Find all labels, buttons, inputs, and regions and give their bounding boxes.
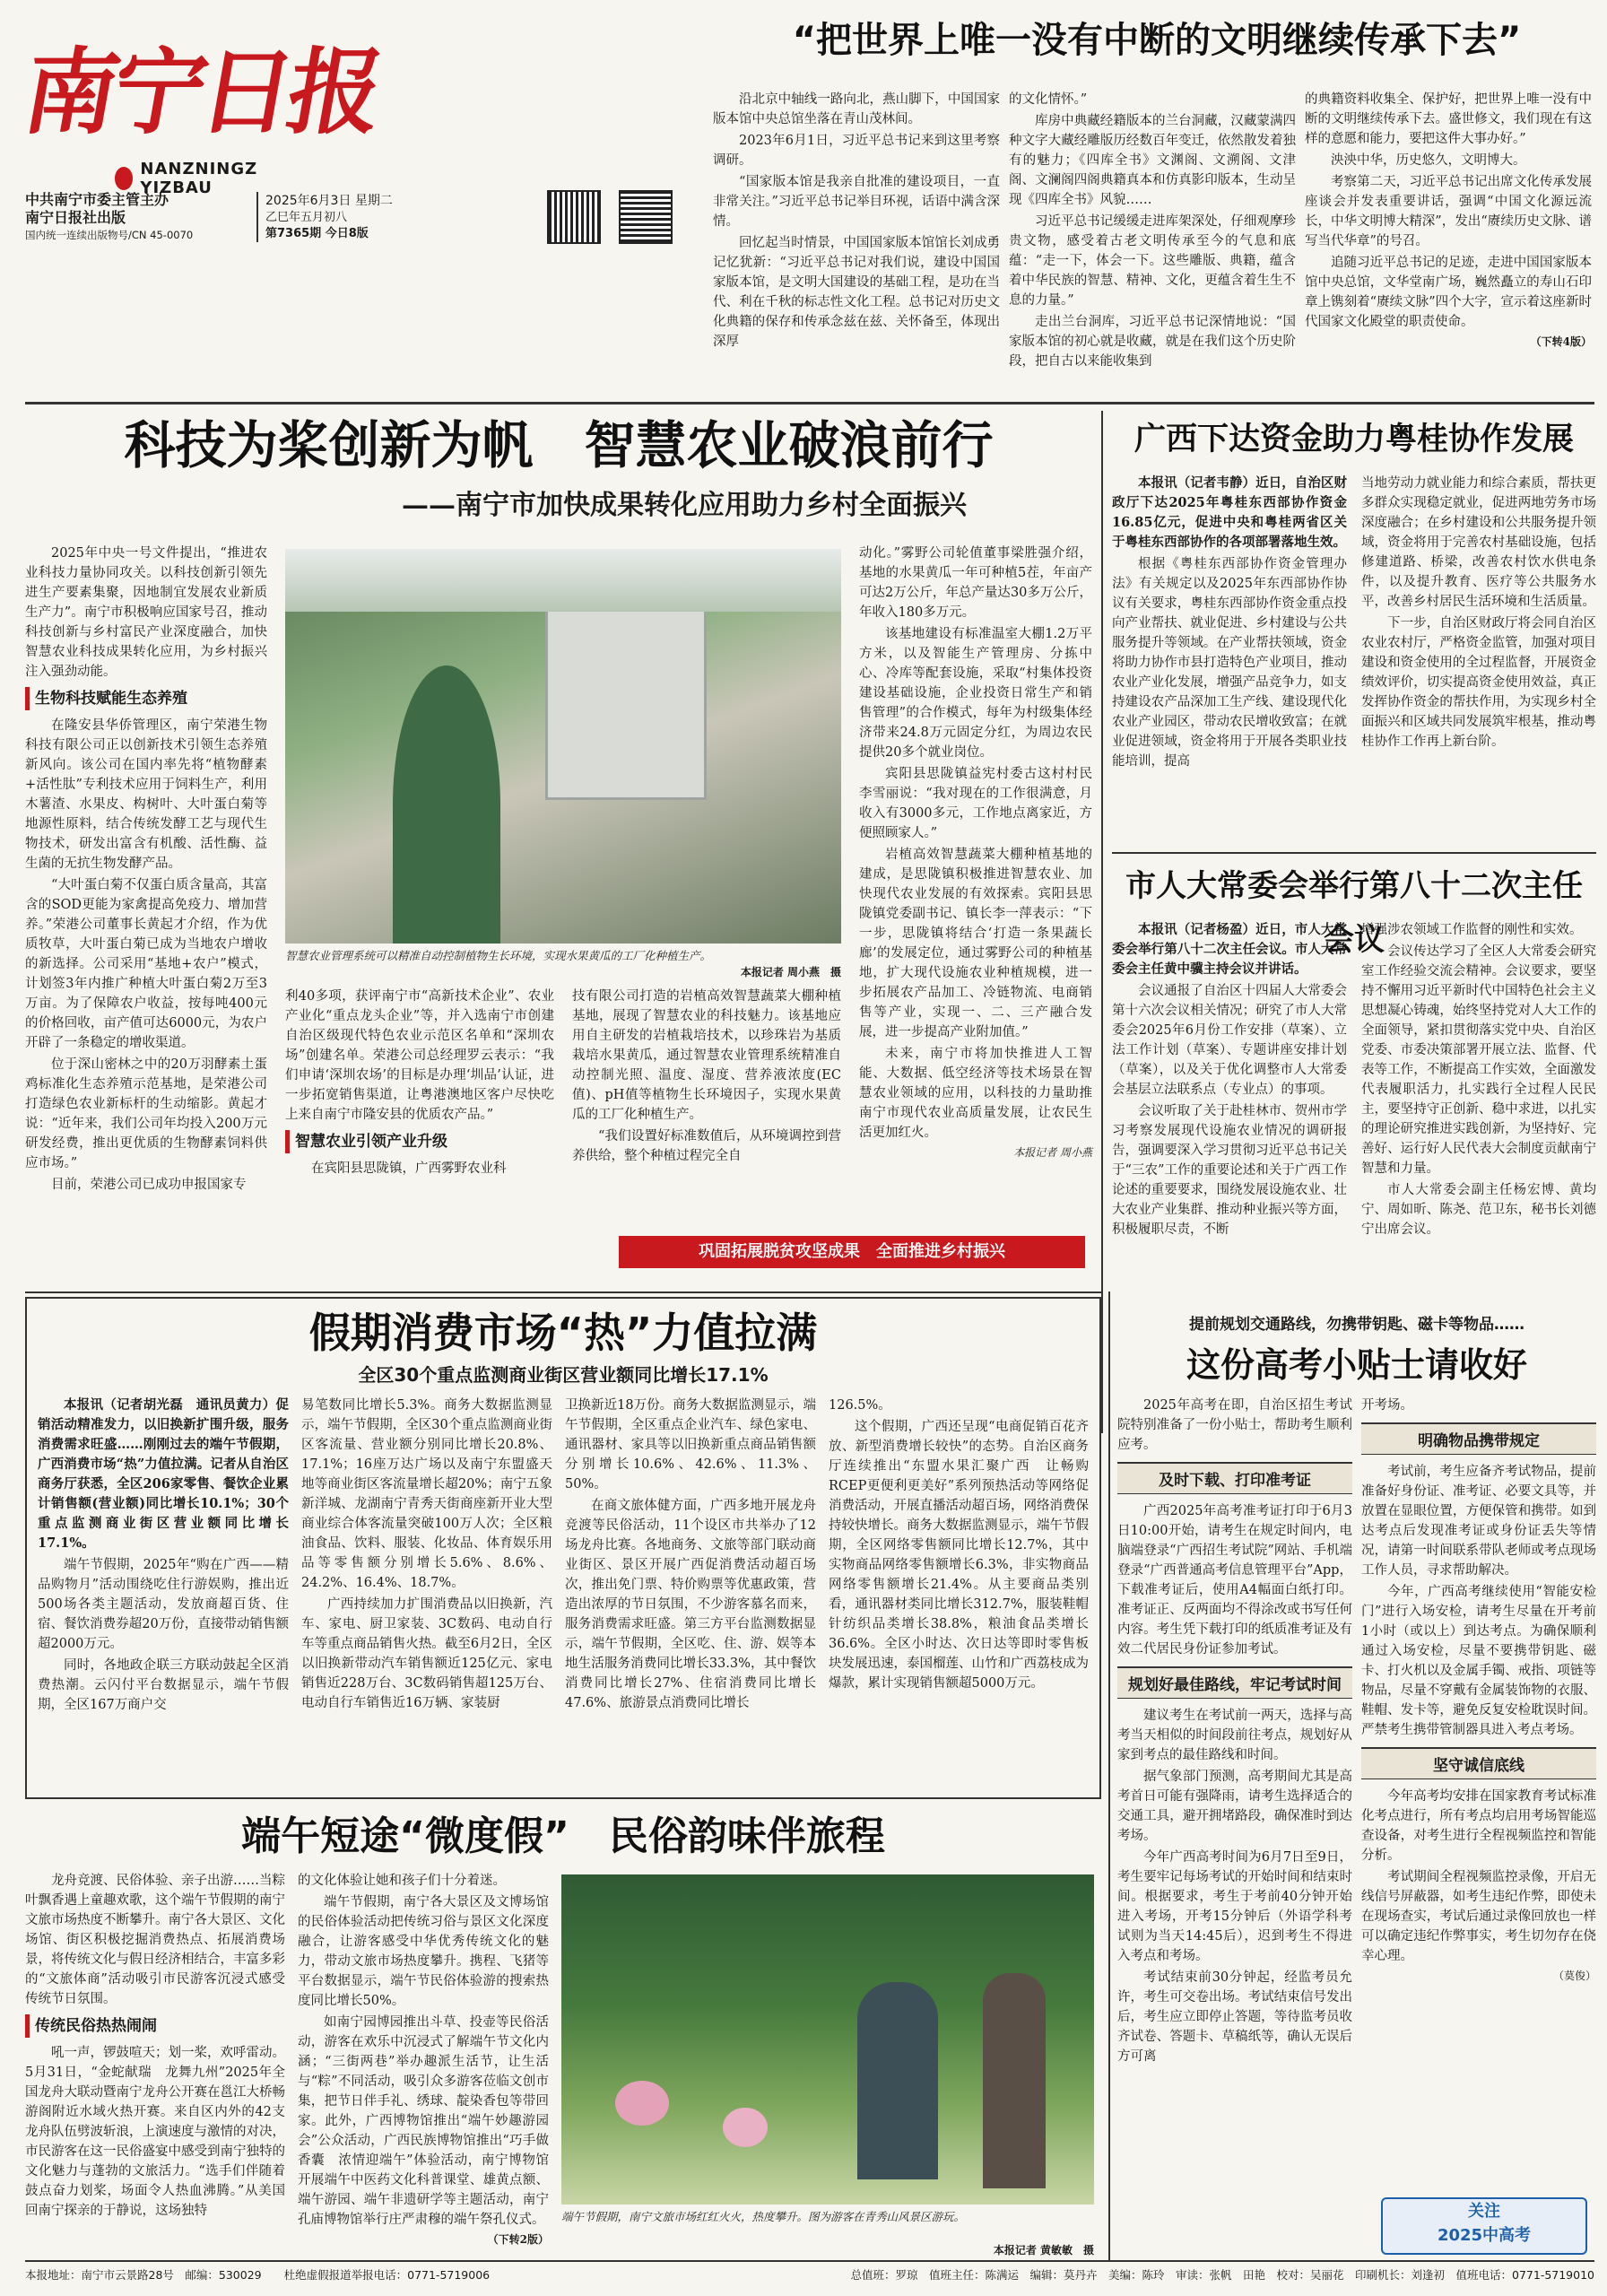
main-story-byline: 本报记者 周小燕 (1013, 1146, 1092, 1159)
masthead-pinyin: NANZNINGZ YIZBAU (140, 160, 258, 197)
main-story-col-1: 2025年中央一号文件提出，“推进农业科技力量协同攻关。以科技创新引领先进生产要素集聚，因地制宜发展农业新质生产力”。南宁市积极响应国家号召，推动科技创新与乡村富民产业深度融合，加快智慧农业科技成果转化应用，为乡村振兴注入强劲动能。 生物科技赋能生态养殖 在隆安县华侨管理区，南宁荣港生物科技有限公司正以创新技术引领生态养殖新风向。该公司在国内率先将“植物酵素+活性肽”专利技术应用于饲料生产，利用木薯渣、水果皮、构树叶、大叶蛋白菊等地源性原料，结合传统发酵工艺与现代生物技术，研发出富含有机酸、活性酶、益生菌的无抗生物发酵产品。 “大叶蛋白菊不仅蛋白质含量高，其富含的SOD更能为家禽提高免疫力、增加营养。”荣港公司董事长黄起才介绍，作为优质牧草，大叶蛋白菊已成为当地农户增收的新选择。公司采用“基地+农户”模式，计划签3年内推广种植大叶蛋白菊2万至3万亩。为了保障农户收益，按每吨400元的价格回收，亩产值可达6000元，为农户开辟了一条稳定的增收渠道。 位于深山密林之中的20万羽酵素土蛋鸡标准化生态养殖示范基地，是荣港公司打造绿色农业新标杆的生动缩影。黄起才说：“近年来，我们公司年均投入200万元研发经费，推出更优质的生物酵素饲料供应市场。” 目前，荣港公司已成功申报国家专 (25, 546, 267, 1192)
gaokao-title: 这份高考小贴士请收好 (1186, 1345, 1527, 1385)
main-story-col-3: 技有限公司打造的岩植高效智慧蔬菜大棚种植基地，展现了智慧农业的科技魅力。该基地应用自主研发的岩植栽培技术，以珍珠岩为基质栽培水果黄瓜，通过智慧农业管理系统精准自动控制光照、温度、湿度、营养液浓度(EC值)、pH值等植物生长环境因子，实现水果黄瓜的工厂化种植生产。 “我们设置好标准数值后，从环境调控到营养供给，整个种植过程完全自 (572, 989, 841, 1163)
main-story-caption: 智慧农业管理系统可以精准自动控制植物生长环境，实现水果黄瓜的工厂化种植生产。 (285, 949, 712, 962)
dragon-story-photo-credit: 本报记者 黄敏敏 摄 (993, 2244, 1094, 2257)
right-story-1-title: 广西下达资金助力粤桂协作发展 (1134, 422, 1574, 457)
top-story-title: “把世界上唯一没有中断的文明继续传承下去” (792, 20, 1522, 61)
gaokao-badge[interactable]: 关注 2025中高考 (1381, 2197, 1587, 2255)
gaokao-col-1: 2025年高考在即，自治区招生考试院特别准备了一份小贴士，帮助考生顺利应考。 及时下载、打印准考证 广西2025年高考准考证打印于6月3日10:00开始，请考生在规定时间内，电脑端登录“广西招生考试院”网站、手机端登录“广西普通高考信息管理平台”App，下载准考证后，使用A4幅面白纸打印。准考证正、反两面均不得涂改或书写任何内容。考生凭下载打印的纸质准考证及有效二代居民身份证参加考试。 规划好最佳路线，牢记考试时间 建议考生在考试前一两天，选择与高考当天相似的时间段前往考点，规划好从家到考点的最佳路线和时间。 据气象部门预测，高考期间尤其是高考首日可能有强降雨，请考生选择适合的交通工具，避开拥堵路段，确保准时到达考场。 今年广西高考时间为6月7日至9日，考生要牢记每场考试的开始时间和结束时间。根据要求，考生于考前40分钟开始进入考场，开考15分钟后（外语学科考试则为当天14:45后），迟到考生不得进入考点和考场。 考试结束前30分钟起，经监考员允许，考生可交卷出场。考试结束信号发出后，考生应立即停止答题，等待监考员收齐试卷、答题卡、草稿纸等，确认无误后方可离 (1117, 1398, 1352, 2064)
gaokao-col-2: 开考场。 明确物品携带规定 考试前，考生应备齐考试物品，提前准备好身份证、准考证、必要文具等，并放置在显眼位置，方便保管和携带。如到达考点后发现准考证或身份证丢失等情况，请第一时间联系带队老师或考点现场工作人员，寻求帮助解决。 今年，广西高考继续使用“智能安检门”进行入场安检，请考生尽量在开考前1小时（或以上）到达考点。为确保顺利通过入场安检，尽量不要携带钥匙、磁卡、打火机以及金属手镯、戒指、项链等物品，尽量不穿戴有金属装饰物的衣服、鞋帽、发卡等，避免反复安检耽误时间。严禁考生携带管制器具进入考点考场。 坚守诚信底线 今年高考均安排在国家教育考试标准化考点进行，所有考点均启用考场智能巡查设备，对考生进行全程视频监控和智能分析。 考试期间全程视频监控录像，开启无线信号屏蔽器，如考生违纪作弊，即使未在现场查实，考试后通过录像回放也一样可以确定违纪作弊事实，考生切勿存在侥幸心理。 （莫俊） (1361, 1398, 1596, 1982)
masthead-dateline: 2025年6月3日 星期二 乙巳年五月初八 第7365期 今日8版 (265, 194, 393, 240)
dragon-story-subhead: 传统民俗热热闹闹 (25, 2014, 285, 2038)
holiday-story-subtitle: 全区30个重点监测商业街区营业额同比增长17.1% (358, 1364, 769, 1386)
masthead-emblem-icon (115, 167, 133, 190)
main-story-subhead-2: 智慧农业引领产业升级 (285, 1130, 554, 1153)
gaokao-subhead-4: 坚守诚信底线 (1361, 1747, 1596, 1779)
main-story-subtitle: ——南宁市加快成果转化应用助力乡村全面振兴 (402, 490, 967, 521)
holiday-story-title: 假期消费市场“热”力值拉满 (308, 1309, 818, 1357)
footer-address: 本报地址：南宁市云景路28号 邮编：530029 杜绝虚假报道举报电话：0771-5719006 (25, 2268, 491, 2282)
right-story-1-col-2: 当地劳动力就业能力和综合素质，帮扶更多群众实现稳定就业，促进两地劳务市场深度融合；在乡村建设和公共服务提升领域，资金将用于完善农村基础设施，包括修建道路、桥梁，改善农村饮水供电条件，以及提升教育、医疗等公共服务水平，改善乡村居民生活环境和生活质量。 下一步，自治区财政厅将会同自治区农业农村厅，严格资金监管，加强对项目建设和资金使用的全过程监督，开展资金绩效评价，切实提高资金使用效益，真正发挥协作资金的帮扶作用，为实现乡村全面振兴和区域共同发展筑牢根基，推动粤桂协作工作再上新台阶。 (1361, 476, 1596, 749)
holiday-story-col-4: 126.5%。 这个假期，广西还呈现“电商促销百花齐放、新型消费增长较快”的态势。自治区商务厅连续推出“东盟水果汇聚广西 让畅购RCEP更便利更美好”系列预热活动等网络促消费活动，开展直播活动超百场，网络消费保持较快增长。商务大数据监测显示，端午节假期，全区网络零售额同比增长12.7%，其中实物商品网络零售额增长6.3%，非实物商品网络零售额增长21.4%。从主要商品类别看，通讯器材类同比增长312.7%，服装鞋帽针纺织品类增长38.8%，粮油食品类增长36.6%。全区小时达、次日达等即时零售板块发展迅速，泰国榴莲、山竹和广西荔枝成为爆款，累计实现销售额超5000万元。 (829, 1398, 1089, 1691)
main-story-photo-credit: 本报记者 周小燕 摄 (740, 966, 841, 978)
gaokao-subhead-3: 明确物品携带规定 (1361, 1422, 1596, 1455)
masthead-title: 南宁日报 (15, 37, 387, 147)
main-story-subhead-1: 生物科技赋能生态养殖 (25, 687, 267, 710)
top-story-col-1: 沿北京中轴线一路向北，燕山脚下，中国国家版本馆中央总馆坐落在青山茂林间。 2023年6月1日，习近平总书记来到这里考察调研。 “国家版本馆是我亲自批准的建设项目，一直非常关注。”习近平总书记举目环视，话语中满含深情。 回忆起当时情景，中国国家版本馆馆长刘成勇记忆犹新：“习近平总书记对我们说，建设中国国家版本馆，是文明大国建设的基础工程，是功在当代、利在千秋的标志性文化工程。总书记对历史文化典籍的保存和传承念兹在兹、关怀备至，体现出深厚 (713, 92, 1000, 349)
gaokao-byline: （莫俊） (1552, 1970, 1596, 1982)
dragon-story-col-2: 的文化体验让她和孩子们十分着迷。 端午节假期，南宁各大景区及文博场馆的民俗体验活动把传统习俗与景区文化深度融合，让游客感受中华优秀传统文化的魅力，带动文旅市场热度攀升。携程、飞猪等平台数据显示，端午节民俗体验游的搜索热度同比增长50%。 如南宁园博园推出斗草、投壶等民俗活动，游客在欢乐中沉浸式了解端午节文化内涵；“三街两巷”举办趣派生活节，让生活与“粽”不同活动，吸引众多游客莅临文创市集，把节日伴手礼、绣球、靛染香包等带回家。此外，广西博物馆推出“端午妙趣游园会”公众活动，广西民族博物馆推出“巧手做香囊 浓情迎端午”体验活动，南宁博物馆开展端午中医药文化科普课堂、雄黄点额、端午游园、端午非遗研学等主题活动，南宁孔庙博物馆举行庄严肃穆的端午祭孔仪式。 （下转2版） (298, 1874, 549, 2246)
masthead-publisher: 中共南宁市委主管主办 南宁日报社出版 国内统一连续出版物号/CN 45-0070 (25, 191, 194, 241)
right-story-2-title: 市人大常委会举行第八十二次主任会议 (1125, 868, 1583, 958)
gaokao-subhead-1: 及时下载、打印准考证 (1117, 1462, 1352, 1494)
holiday-story-col-3: 卫换新近18万份。商务大数据监测显示，端午节假期，全区重点企业汽车、绿色家电、通讯器材、家具等以旧换新重点商品销售额分别增长10.6%、42.6%、11.3%、50%。 在商文旅体健方面，广西多地开展龙舟竞渡等民俗活动，11个设区市共举办了12场龙舟比赛。各地商务、文旅等部门联动商业街区、景区开展广西促消费活动超百场次，推出免门票、特价购票等优惠政策，营造出浓厚的节日氛围，不少游客慕名而来，服务消费需求旺盛。第三方平台监测数据显示，端午节假期，全区吃、住、游、娱等本地生活服务消费同比增长33.3%，其中餐饮消费同比增长27%、住宿消费同比增长47.6%、旅游景点消费同比增长 (565, 1398, 816, 1710)
dragon-story-photo (561, 1874, 1094, 2205)
right-story-2-col-2: 增强涉农领域工作监督的刚性和实效。 会议传达学习了全区人大常委会研究室工作经验交流会精神。会议要求，要坚持不懈用习近平新时代中国特色社会主义思想凝心铸魂，始终坚持党对人大工作的全面领导，紧扣贯彻落实党中央、自治区党委、市委决策部署开展立法、监督、代表等工作，不断提高工作实效，全面激发代表履职活力，扎实践行全过程人民民主，要坚持守正创新、稳中求进，以扎实的理论研究推进实践创新，为坚持好、完善好、运行好人民代表大会制度贡献南宁智慧和力量。 市人大常委会副主任杨宏博、黄均宁、周如昕、陈尧、范卫东，秘书长刘德宁出席会议。 (1361, 923, 1596, 1237)
right-story-1-col-1: 本报讯（记者韦静）近日，自治区财政厅下达2025年粤桂东西部协作资金16.85亿元，促进中央和粤桂两省区关于粤桂东西部协作的各项部署落地生效。 根据《粤桂东西部协作资金管理办法》有关规定以及2025年东西部协作协议有关要求，粤桂东西部协作资金重点投向产业帮扶、就业促进、乡村建设与公共服务提升等领域。在产业帮扶领域，资金将助力协作市县打造特色产业项目，推动农业产业化发展，增强产品竞争力，如支持建设农产品深加工生产线、建设现代化农业产业园区，带动农民增收致富；在就业促进领域，资金将用于开展各类职业技能培训，提高 (1112, 475, 1347, 769)
dragon-story-caption: 端午节假期，南宁文旅市场红红火火，热度攀升。图为游客在青秀山风景区游玩。 (561, 2210, 966, 2223)
main-story-title: 科技为桨创新为帆 智慧农业破浪前行 (124, 416, 994, 475)
gaokao-kicker: 提前规划交通路线，勿携带钥匙、磁卡等物品…… (1189, 1316, 1524, 1334)
main-story-col-2: 利40多项，获评南宁市“高新技术企业”、农业产业化“重点龙头企业”等，并入选南宁市创建自治区级现代特色农业示范区名单和“深圳农场”创建名单。荣港公司总经理罗云表示：“我们申请‘深圳农场’的目标是办理‘圳品’认证，进一步拓宽销售渠道，让粤港澳地区客户尽快吃上来自南宁市隆安县的优质农产品。” 智慧农业引领产业升级 在宾阳县思陇镇，广西雾野农业科 (285, 989, 554, 1176)
main-story-photo (285, 549, 841, 944)
masthead-logo (15, 25, 387, 197)
qr-code-icon-2[interactable] (619, 190, 673, 244)
holiday-story-col-2: 易笔数同比增长5.3%。商务大数据监测显示，端午节假期，全区30个重点监测商业街区客流量、营业额分别同比增长20.8%、17.1%；16座万达广场以及南宁东盟盛天地等商业街区客流量增长超20%；南宁五象新洋城、龙湖南宁青秀天街商座新开业大型商业综合体客流量突破100万人次；全区粮油食品、饮料、服装、化妆品、体育娱乐用品等零售额分别增长5.6%、8.6%、24.2%、16.4%、18.7%。 广西持续加力扩围消费品以旧换新，汽车、家电、厨卫家装、3C数码、电动自行车等重点商品销售火热。截至6月2日，全区以旧换新带动汽车销售额近125亿元、家电销售近228万台、3C数码销售超125万台、电动自行车销售近16万辆、家装厨 (301, 1398, 552, 1710)
top-story-continued: （下转4版） (1530, 335, 1592, 348)
top-story-col-2: 的文化情怀。” 库房中典藏经籍版本的兰台洞藏，汉藏蒙满四种文字大藏经雕版历经数百年变迁，依然散发着独有的魅力；《四库全书》文渊阁、文溯阁、文津阁、文澜阁四阁典籍真本和仿真影印版本，生动呈现《四库全书》风貌…… 习近平总书记缓缓走进库架深处，仔细观摩珍贵文物，感受着古老文明传承至今的气息和底蕴：“走一下，体会一下。这些雕版、典籍，蕴含着中华民族的智慧、精神、文化，更蕴含着生生不息的力量。” 走出兰台洞库，习近平总书记深情地说：“国家版本馆的初心就是收藏，就是在我们这个历史阶段，把自古以来能收集到 (1009, 92, 1296, 369)
footer-staff: 总值班：罗琼 值班主任：陈满运 编辑：莫丹卉 美编：陈玲 审读：张帆 田艳 校对：吴丽花 印刷机长：刘逢初 值班电话：0771-5719010 (850, 2268, 1594, 2282)
dragon-story-title: 端午短途“微度假” 民俗韵味伴旅程 (241, 1813, 885, 1859)
top-story-col-3: 的典籍资料收集全、保护好，把世界上唯一没有中断的文明继续传承下去。盛世修文，我们现在有这样的意愿和能力，要把这件大事办好。” 泱泱中华，历史悠久，文明博大。 考察第二天，习近平总书记出席文化传承发展座谈会并发表重要讲话，强调“中国文化源远流长，中华文明博大精深”，发出“赓续历史文脉、谱写当代华章”的号召。 追随习近平总书记的足迹，走进中国国家版本馆中央总馆，文华堂南广场，巍然矗立的寿山石印章上镌刻着“赓续文脉”四个大字，宣示着这座新时代国家文化殿堂的职责使命。 （下转4版） (1305, 92, 1592, 348)
gaokao-subhead-2: 规划好最佳路线，牢记考试时间 (1117, 1666, 1352, 1699)
main-story-col-4: 动化。”雾野公司轮值董事梁胜强介绍，基地的水果黄瓜一年可种植5茬，年亩产可达2万公斤，年总产量达30多万公斤，年收入180多万元。 该基地建设有标准温室大棚1.2万平方米，以及智能生产管理房、分拣中心、冷库等配套设施，采取“村集体投资建设基础设施，企业投资日常生产和销售管理”的合作模式，每年为村级集体经济带来24.8万元固定分红，为周边农民提供20多个就业岗位。 宾阳县思陇镇益宪村委古这村村民李雪丽说：“我对现在的工作很满意，月收入有3000多元，工作地点离家近，方便照顾家人。” 岩植高效智慧蔬菜大棚种植基地的建成，是思陇镇积极推进智慧农业、加快现代农业发展的有效探索。宾阳县思陇镇党委副书记、镇长李一萍表示：“下一步，思陇镇将结合‘打造一条果蔬长廊’的发展定位，通过雾野公司的种植基地，扩大现代设施农业种植规模，进一步拓展农产品加工、冷链物流、电商销售等产业，实现一、二、三产融合发展，进一步提高产业附加值。” 未来，南宁市将加快推进人工智能、大数据、低空经济等技术场景在智慧农业领域的应用，以科技的力量助推南宁市现代农业高质量发展，让农民生活更加红火。 本报记者 周小燕 (859, 546, 1092, 1159)
dragon-story-continued: （下转2版） (487, 2233, 549, 2246)
right-story-2-col-1: 本报讯（记者杨盈）近日，市人大常委会举行第八十二次主任会议。市人大常委会主任黄中骥主持会议并讲话。 会议通报了自治区十四届人大常委会第十六次会议相关情况；研究了市人大常委会2025年6月份工作安排（草案）、立法工作计划（草案）、专题讲座安排计划（草案），以及关于优化调整市人大常委会基层立法联系点（专业点）的事项。 会议听取了关于赴桂林市、贺州市学习考察发展现代设施农业情况的调研报告，强调要深入学习贯彻习近平总书记关于“三农”工作的重要论述和关于广西工作论述的重要要求，围绕发展设施农业、壮大农业产业集群、推动种业振兴等方面，积极履职尽责，不断 (1112, 922, 1347, 1237)
campaign-banner: 巩固拓展脱贫攻坚成果 全面推进乡村振兴 (619, 1236, 1085, 1268)
holiday-story-col-1: 本报讯（记者胡光磊 通讯员黄力）促销活动精准发力，以旧换新扩围升级，服务消费需求旺盛……刚刚过去的端午节假期，广西消费市场“热”力值拉满。记者从自治区商务厅获悉，全区206家零售、餐饮企业累计销售额(营业额)同比增长10.1%；30个重点监测商业街区营业额同比增长17.1%。 端午节假期，2025年“购在广西——精品购物月”活动围绕吃住行游娱购，推出近500场各类主题活动，发放商超百货、住宿、餐饮消费券超20万份，直接带动销售额超2000万元。 同时，各地政企联三方联动鼓起全区消费热潮。云闪付平台数据显示，端午节假期，全区167万商户交 (38, 1397, 289, 1712)
dragon-story-col-1: 龙舟竞渡、民俗体验、亲子出游……当粽叶飘香遇上童趣欢歌，这个端午节假期的南宁文旅市场热度不断攀升。南宁各大景区、文化场馆、街区积极挖掘消费热点、拓展消费场景，将传统文化与假日经济相结合，丰富多彩的“文旅体商”活动吸引市民游客沉浸式感受传统节日氛围。 传统民俗热热闹闹 吼一声，锣鼓喧天；划一桨，欢呼雷动。5月31日，“金蛇献瑞 龙舞九州”2025年全国龙舟大联动暨南宁龙舟公开赛在邕江大桥畅游阁附近水域火热开赛。来自区内外的42支龙舟队伍劈波斩浪，上演速度与激情的对决，市民游客在这一民俗盛宴中感受到南宁独特的文化魅力与蓬勃的文旅活力。“选手们伴随着鼓点奋力划桨，场面令人热血沸腾。”从美国回南宁探亲的于静说，这场独特 (25, 1874, 285, 2218)
qr-code-icon[interactable] (547, 190, 601, 244)
